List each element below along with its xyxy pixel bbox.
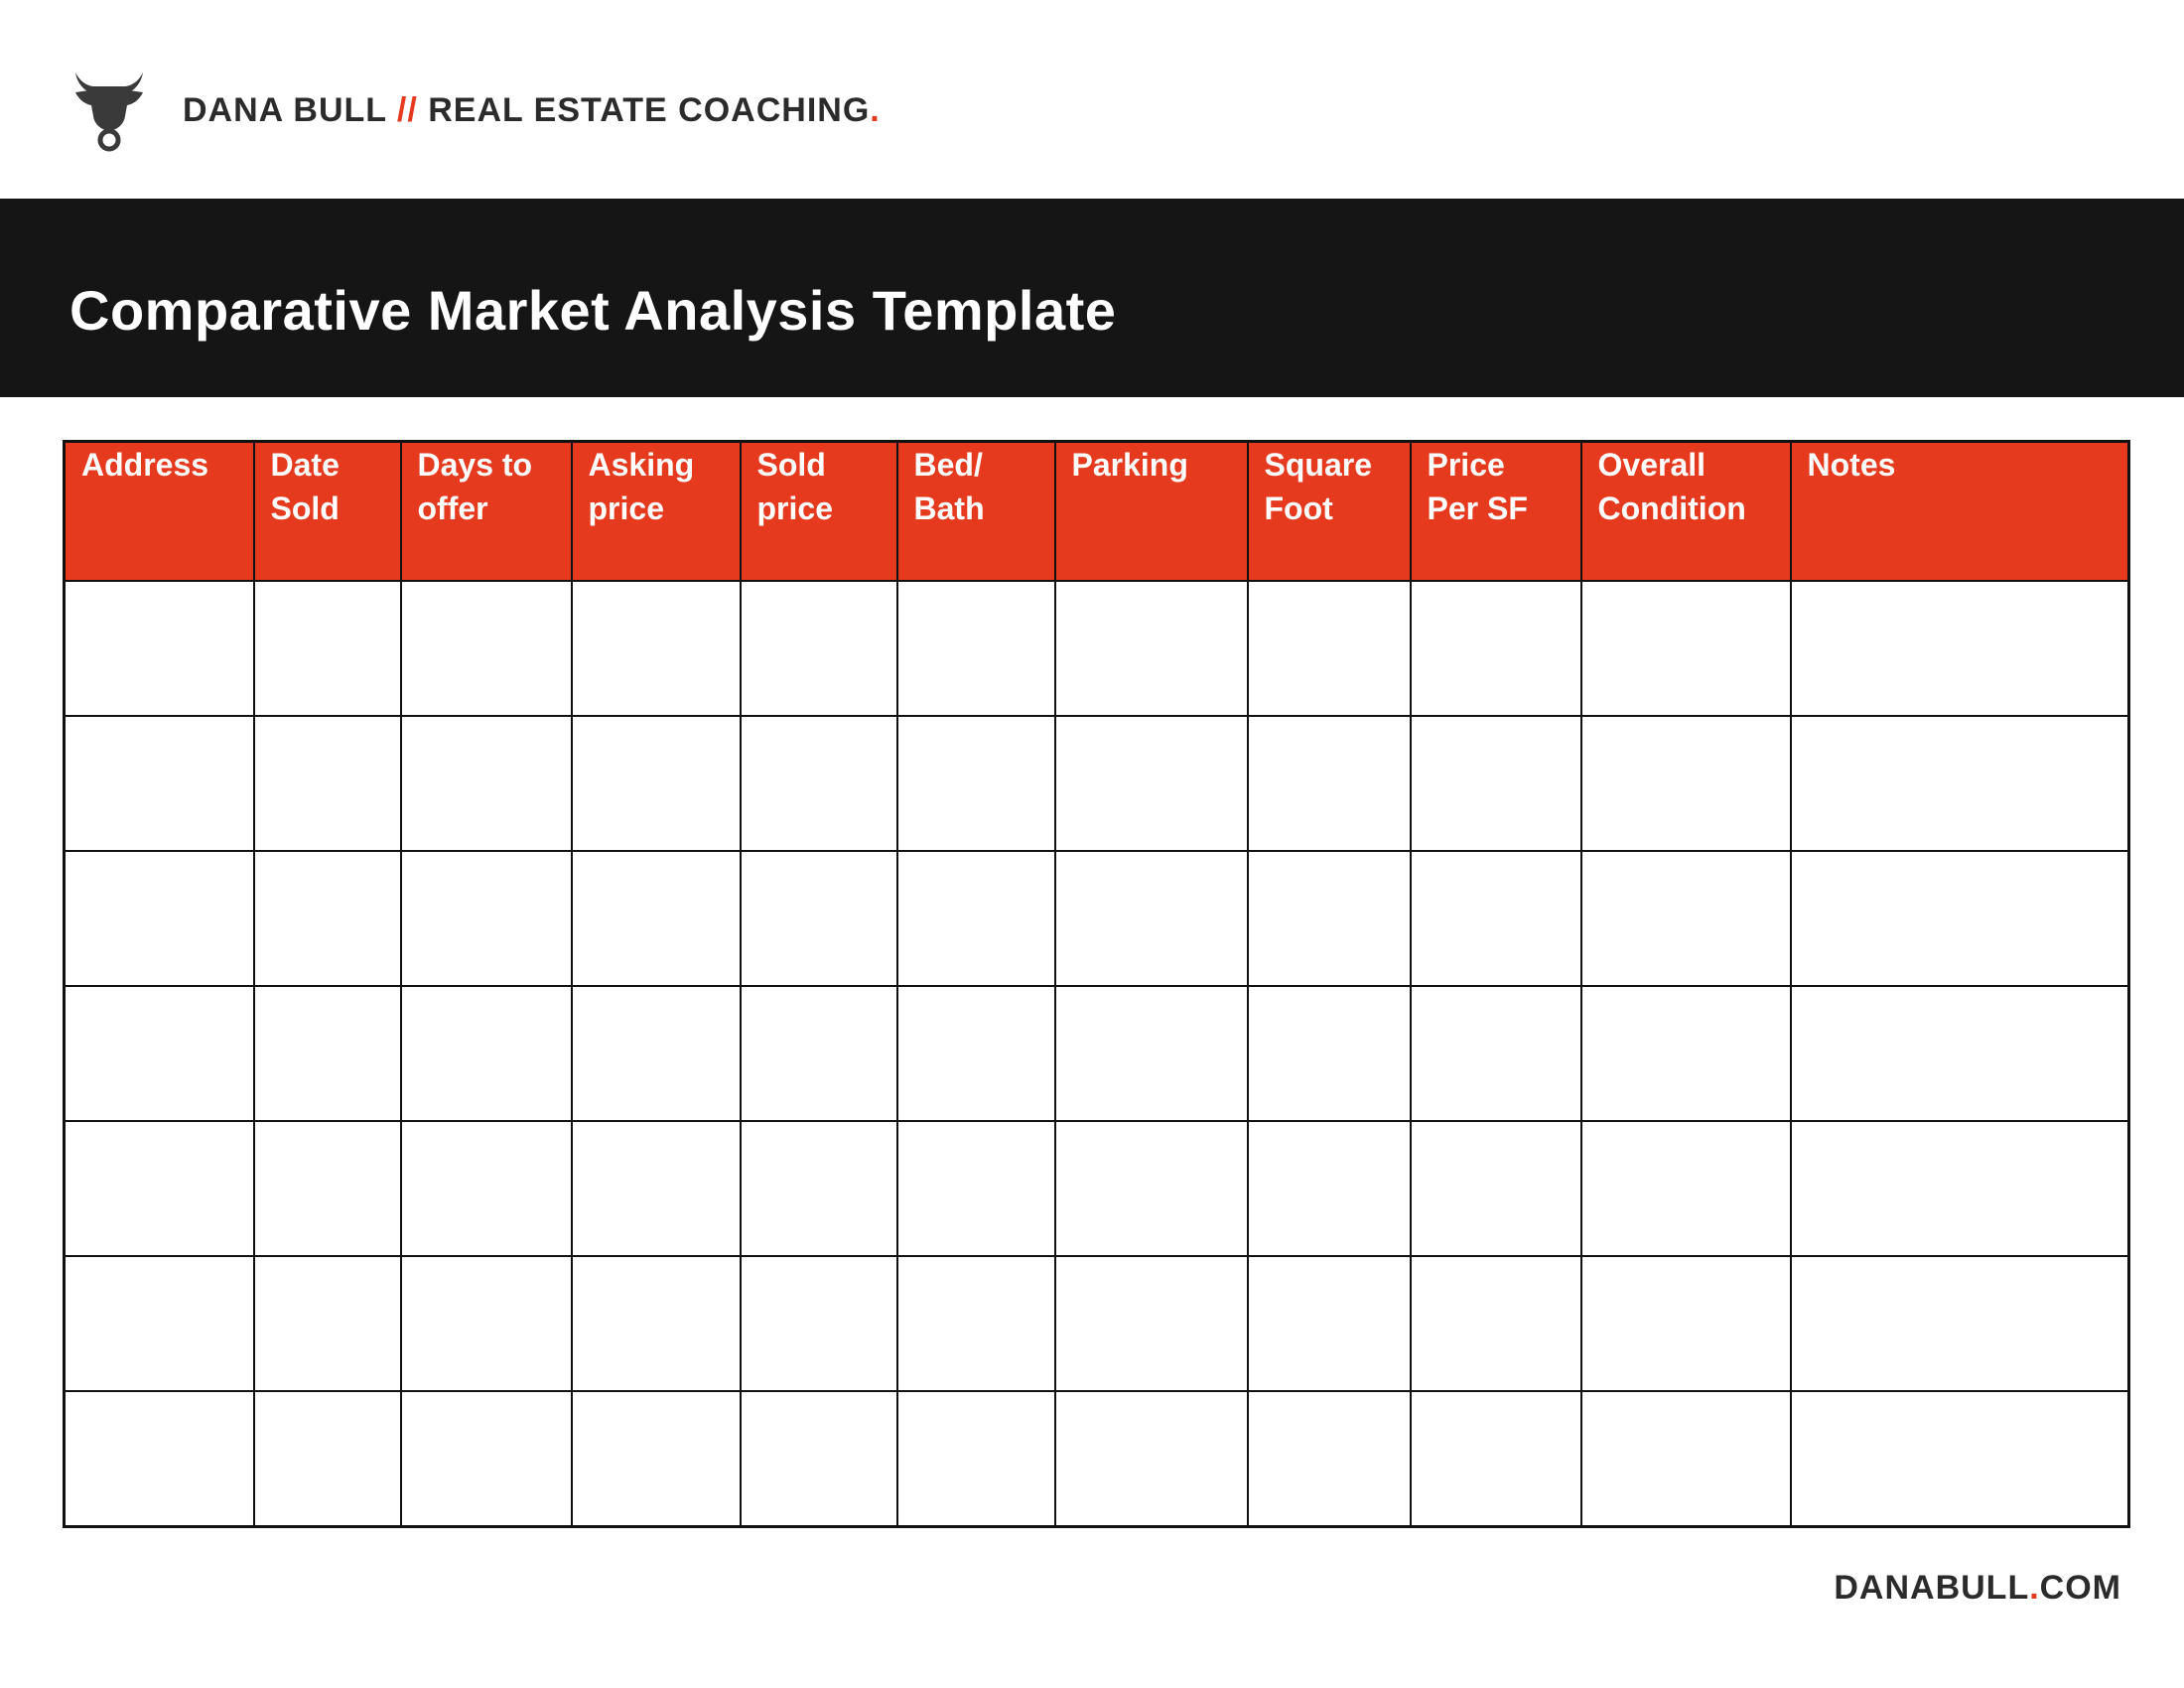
table-cell[interactable]: [572, 581, 741, 716]
column-header: [65, 442, 254, 582]
brand-tagline: REAL ESTATE COACHING: [428, 90, 871, 129]
column-header-label: Date Sold: [270, 447, 340, 526]
footer-website: [1834, 1569, 2121, 1608]
column-header: [1248, 442, 1411, 582]
table-cell[interactable]: [897, 986, 1055, 1121]
table-cell[interactable]: [65, 581, 254, 716]
table-cell[interactable]: [401, 851, 572, 986]
column-header-label: Bed/ Bath: [913, 447, 985, 526]
table-cell[interactable]: [65, 716, 254, 851]
table-cell[interactable]: [572, 986, 741, 1121]
table-cell[interactable]: [1055, 986, 1248, 1121]
table-cell[interactable]: [741, 581, 897, 716]
table-cell[interactable]: [741, 851, 897, 986]
table-cell[interactable]: [1791, 986, 2129, 1121]
table-cell[interactable]: [1791, 1256, 2129, 1391]
table-cell[interactable]: [65, 986, 254, 1121]
table-cell[interactable]: [65, 1256, 254, 1391]
footer-dot: .: [2029, 1569, 2040, 1607]
table-cell[interactable]: [897, 851, 1055, 986]
header-row: [65, 442, 2129, 582]
cma-table: [63, 440, 2130, 1528]
table-cell[interactable]: [1055, 851, 1248, 986]
table-cell[interactable]: [1411, 986, 1581, 1121]
table-cell[interactable]: [1791, 581, 2129, 716]
table-cell[interactable]: [1248, 716, 1411, 851]
table-cell[interactable]: [1411, 581, 1581, 716]
table-row: [65, 1391, 2129, 1527]
table-cell[interactable]: [741, 1256, 897, 1391]
column-header: [254, 442, 401, 582]
table-cell[interactable]: [1581, 581, 1791, 716]
brand-wordmark: [183, 91, 881, 130]
column-header-label: Sold price: [756, 447, 833, 526]
table-cell[interactable]: [65, 851, 254, 986]
table-cell[interactable]: [1248, 1256, 1411, 1391]
table-cell[interactable]: [401, 581, 572, 716]
column-header: [401, 442, 572, 582]
column-header: [1581, 442, 1791, 582]
table-row: [65, 1256, 2129, 1391]
table-cell[interactable]: [1581, 851, 1791, 986]
column-header: [1791, 442, 2129, 582]
column-header: [572, 442, 741, 582]
table-cell[interactable]: [741, 1121, 897, 1256]
bull-head-icon: [71, 69, 147, 152]
table-cell[interactable]: [254, 1391, 401, 1527]
column-header: [1055, 442, 1248, 582]
table-cell[interactable]: [1791, 1121, 2129, 1256]
table-cell[interactable]: [741, 1391, 897, 1527]
table-cell[interactable]: [1581, 1121, 1791, 1256]
table-cell[interactable]: [401, 1391, 572, 1527]
table-cell[interactable]: [1791, 716, 2129, 851]
column-header-label: Parking: [1071, 447, 1188, 483]
table-cell[interactable]: [572, 851, 741, 986]
page-title: Comparative Market Analysis Template: [69, 279, 1117, 342]
table-cell[interactable]: [572, 1391, 741, 1527]
table-cell[interactable]: [1248, 1121, 1411, 1256]
table-cell[interactable]: [1411, 1256, 1581, 1391]
table-cell[interactable]: [1581, 1256, 1791, 1391]
footer-tld: COM: [2039, 1569, 2121, 1607]
table-cell[interactable]: [65, 1391, 254, 1527]
table-cell[interactable]: [572, 1256, 741, 1391]
table-row: [65, 581, 2129, 716]
brand-name: DANA BULL: [183, 90, 387, 129]
table-cell[interactable]: [1411, 851, 1581, 986]
table-row: [65, 986, 2129, 1121]
column-header-label: Asking price: [588, 447, 695, 526]
footer-site-name: DANABULL: [1834, 1569, 2030, 1607]
table-cell[interactable]: [254, 1121, 401, 1256]
table-cell[interactable]: [1248, 986, 1411, 1121]
table-cell[interactable]: [897, 1121, 1055, 1256]
table-header: [65, 442, 2129, 582]
table-cell[interactable]: [1055, 581, 1248, 716]
brand-separator: //: [396, 90, 418, 129]
table-cell[interactable]: [572, 716, 741, 851]
column-header: [897, 442, 1055, 582]
table-cell[interactable]: [254, 1256, 401, 1391]
column-header-label: Square Foot: [1264, 447, 1372, 526]
column-header: [1411, 442, 1581, 582]
table-cell[interactable]: [1248, 581, 1411, 716]
table-cell[interactable]: [401, 986, 572, 1121]
table-cell[interactable]: [65, 1121, 254, 1256]
table-cell[interactable]: [1055, 716, 1248, 851]
table-cell[interactable]: [1791, 1391, 2129, 1527]
table-cell[interactable]: [897, 1391, 1055, 1527]
table-cell[interactable]: [1055, 1256, 1248, 1391]
title-banner: [0, 199, 2184, 397]
table-cell[interactable]: [254, 986, 401, 1121]
table-cell[interactable]: [401, 1121, 572, 1256]
column-header-label: Price Per SF: [1427, 447, 1528, 526]
column-header-label: Days to offer: [417, 447, 533, 526]
table-cell[interactable]: [572, 1121, 741, 1256]
table-row: [65, 716, 2129, 851]
table-cell[interactable]: [1581, 1391, 1791, 1527]
table-cell[interactable]: [897, 581, 1055, 716]
brand-dot: .: [870, 90, 881, 129]
table-cell[interactable]: [1411, 716, 1581, 851]
table-cell[interactable]: [1248, 1391, 1411, 1527]
table-cell[interactable]: [1581, 986, 1791, 1121]
table-row: [65, 851, 2129, 986]
table-cell[interactable]: [1791, 851, 2129, 986]
column-header-label: Overall Condition: [1597, 447, 1746, 526]
table-cell[interactable]: [741, 716, 897, 851]
table-row: [65, 1121, 2129, 1256]
table-cell[interactable]: [897, 716, 1055, 851]
table-cell[interactable]: [254, 581, 401, 716]
table-cell[interactable]: [1248, 851, 1411, 986]
column-header-label: Address: [81, 447, 209, 483]
table-cell[interactable]: [741, 986, 897, 1121]
table-cell[interactable]: [1411, 1121, 1581, 1256]
brand-header: [71, 66, 881, 155]
table-cell[interactable]: [401, 716, 572, 851]
table-cell[interactable]: [254, 716, 401, 851]
table-cell[interactable]: [897, 1256, 1055, 1391]
column-header-label: Notes: [1807, 447, 1896, 483]
table-cell[interactable]: [1055, 1121, 1248, 1256]
table-cell[interactable]: [254, 851, 401, 986]
column-header: [741, 442, 897, 582]
table-cell[interactable]: [401, 1256, 572, 1391]
table-cell[interactable]: [1055, 1391, 1248, 1527]
table-body: [65, 581, 2129, 1527]
table-cell[interactable]: [1581, 716, 1791, 851]
table-cell[interactable]: [1411, 1391, 1581, 1527]
